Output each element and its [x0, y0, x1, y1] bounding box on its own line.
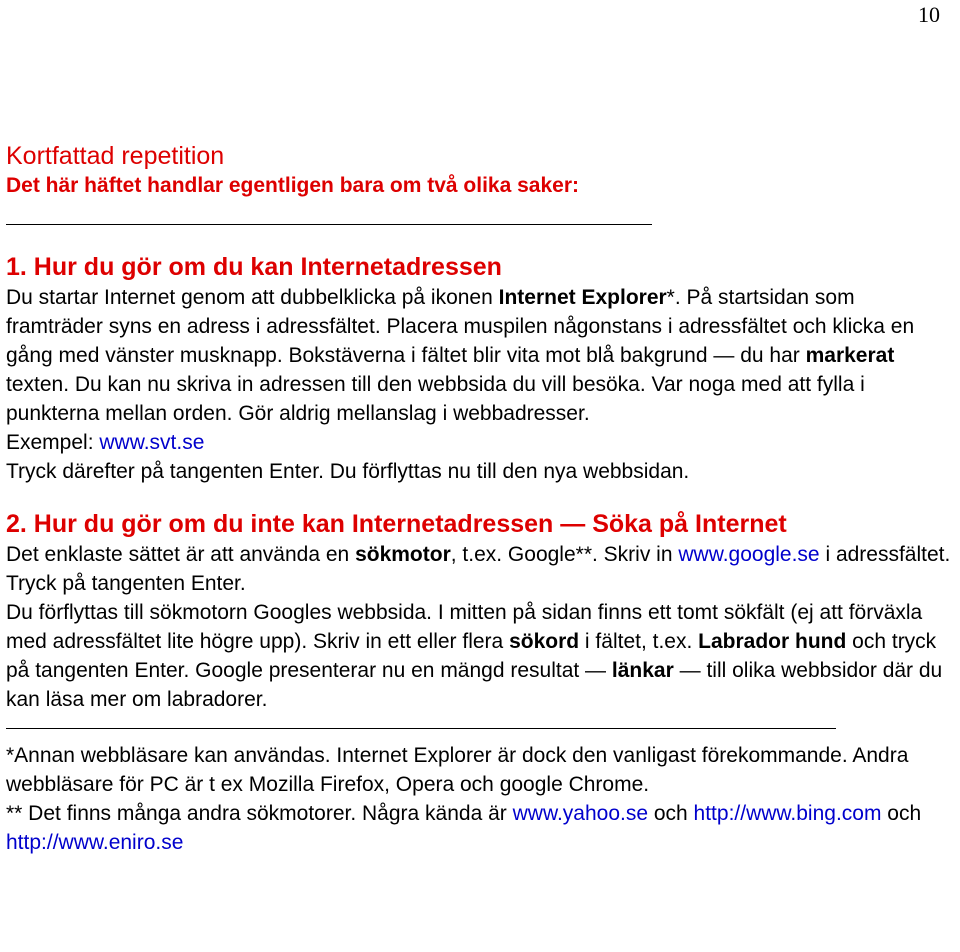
example-line: Exempel: www.svt.se: [6, 431, 205, 454]
page-title: Kortfattad repetition: [6, 142, 225, 170]
section-2-paragraph-1: Det enklaste sättet är att använda en sökmotor, t.ex. Google**. Skriv in www.google.se i adressfältet. Tryck på tangenten Enter.: [6, 543, 951, 595]
bold-term: Labrador hund: [698, 630, 847, 653]
bold-term: markerat: [805, 344, 895, 367]
enter-instruction: Tryck därefter på tangenten Enter. Du förflyttas nu till den nya webbsidan.: [6, 460, 690, 483]
google-link[interactable]: www.google.se: [678, 543, 820, 566]
bold-term: sökord: [509, 630, 580, 653]
bold-term: Internet Explorer: [498, 286, 667, 309]
page-number: 10: [918, 2, 940, 27]
document-body: [6, 140, 951, 857]
footnote-2: ** Det finns många andra sökmotorer. Några kända är www.yahoo.se och http://www.bing.com och http://www.eniro.se: [6, 802, 922, 854]
bold-term: sökmotor: [355, 543, 451, 566]
eniro-link[interactable]: http://www.eniro.se: [6, 831, 184, 854]
section-2-heading: 2. Hur du gör om du inte kan Internetadressen — Söka på Internet: [6, 510, 787, 538]
bing-link[interactable]: http://www.bing.com: [693, 802, 882, 825]
section-1-heading: 1. Hur du gör om du kan Internetadressen: [6, 253, 502, 281]
bold-term: länkar: [611, 659, 674, 682]
yahoo-link[interactable]: www.yahoo.se: [512, 802, 649, 825]
section-2-paragraph-2: Du förflyttas till sökmotorn Googles webbsida. I mitten på sidan finns ett tomt sökfält (ej att förväxla med adressfältet lite högre upp). Skriv in ett eller flera sökord i fältet, t.ex. Labrador hund och tryck på tangenten Enter. Google presenterar nu en mängd resultat — länkar — till olika webbsidor där du kan läsa mer om labradorer.: [6, 601, 943, 711]
section-1-paragraph: Du startar Internet genom att dubbelklicka på ikonen Internet Explorer*. På startsidan som framträder syns en adress i adressfältet. Placera muspilen någonstans i adressfältet och klicka en gång med vänster musknapp. Bokstäverna i fältet blir vita mot blå bakgrund — du har markerat texten. Du kan nu skriva in adressen till den webbsida du vill besöka. Var noga med att fylla i punkterna mellan orden. Gör aldrig mellanslag i webbadresser.: [6, 286, 915, 425]
example-link[interactable]: www.svt.se: [99, 431, 205, 454]
page-subtitle: Det här häftet handlar egentligen bara om två olika saker:: [6, 174, 579, 197]
footnote-1: *Annan webbläsare kan användas. Internet Explorer är dock den vanligast förekommande. Andra webbläsare för PC är t ex Mozilla Firefox, Opera och google Chrome.: [6, 744, 909, 796]
